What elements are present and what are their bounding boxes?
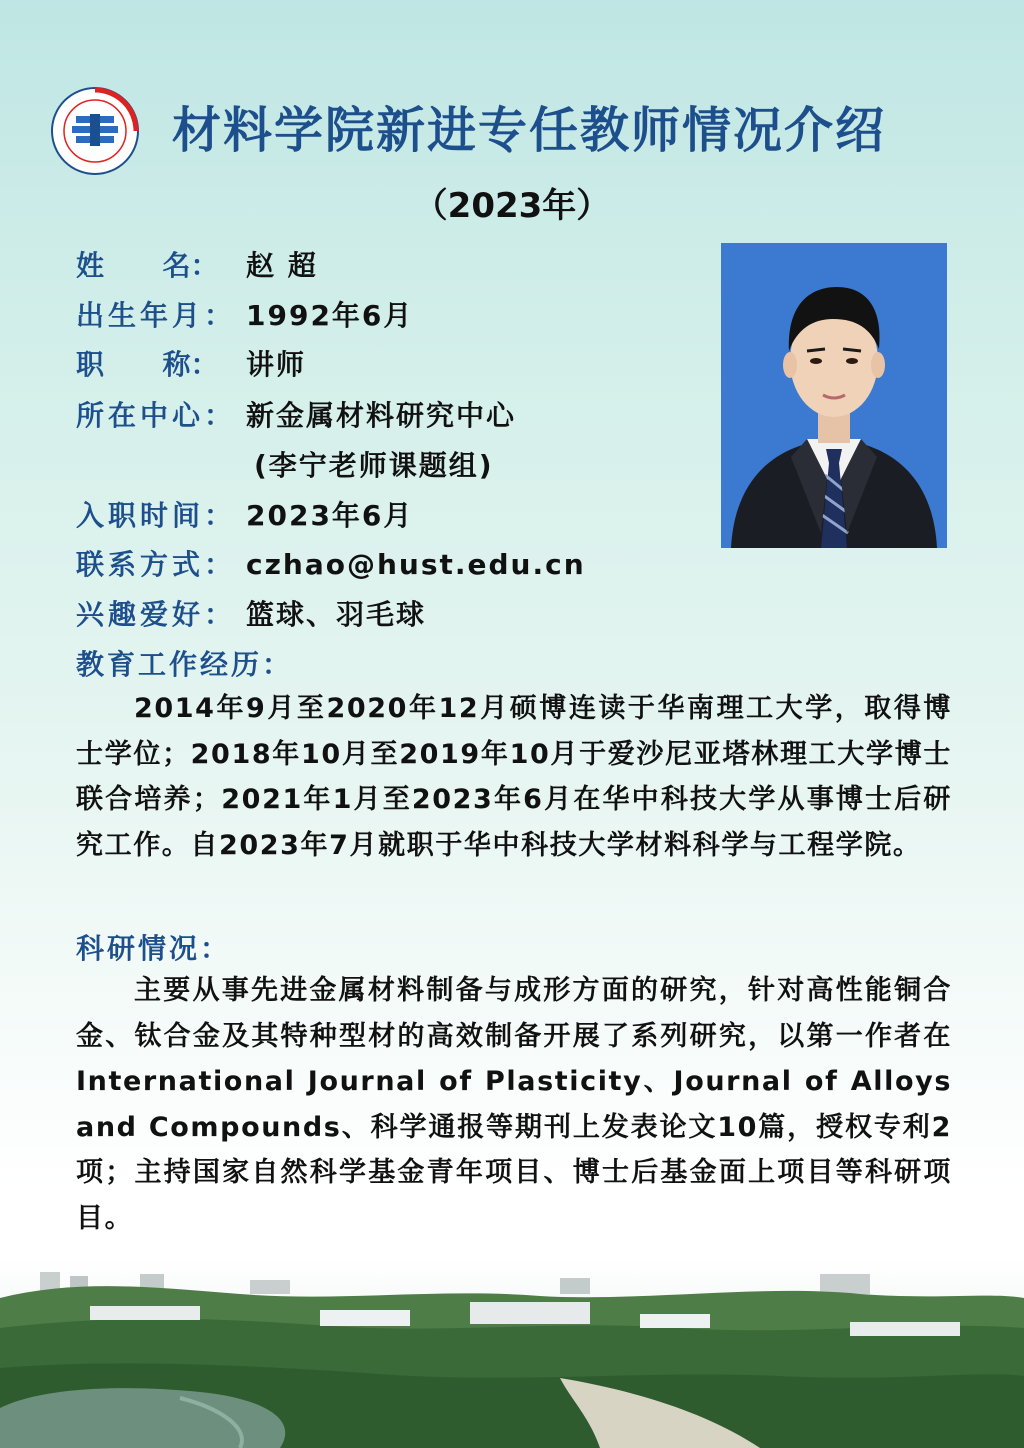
name-label: 姓 名：: [76, 249, 219, 282]
research-text: 主要从事先进金属材料制备与成形方面的研究，针对高性能铜合金、钛合金及其特种型材的高效制备开展了系列研究，以第一作者在International Journal of Plasticity、Journal of Alloys and Compounds、科学通报等期刊上发表论文10篇，授权专利2项；主持国家自然科学基金青年项目、博士后基金面上项目等科研项目。: [76, 975, 952, 1234]
hobby-value: 篮球、羽毛球: [246, 598, 427, 631]
contact-row: [76, 543, 586, 583]
research-heading: 科研情况：: [76, 932, 232, 965]
education-heading: 教育工作经历：: [76, 648, 294, 681]
name-value: 赵 超: [246, 249, 318, 282]
join-row: [76, 494, 413, 534]
birth-label: 出生年月：: [76, 299, 237, 332]
birth-value: 1992年6月: [246, 299, 414, 332]
hobby-label: 兴趣爱好：: [76, 598, 237, 631]
join-label: 入职时间：: [76, 499, 237, 532]
center-label: 所在中心：: [76, 399, 237, 432]
portrait-photo: [721, 243, 947, 548]
education-text: 2014年9月至2020年12月硕博连读于华南理工大学，取得博士学位；2018年10月至2019年10月于爱沙尼亚塔林理工大学博士联合培养；2021年1月至2023年6月在华中科技大学从事博士后研究工作。自2023年7月就职于华中科技大学材料科学与工程学院。: [76, 693, 952, 861]
portrait-illustration: [721, 243, 947, 548]
birth-row: [76, 294, 413, 334]
page-title: 材料学院新进专任教师情况介绍: [172, 102, 887, 159]
campus-panorama-image: [0, 1258, 1024, 1448]
center-row: [76, 394, 516, 434]
center-group-value: (李宁老师课题组): [254, 449, 494, 482]
join-value: 2023年6月: [246, 499, 414, 532]
name-row: [76, 244, 318, 284]
job-title-label: 职 称：: [76, 348, 219, 381]
job-title-value: 讲师: [246, 348, 307, 381]
contact-value[interactable]: czhao@hust.edu.cn: [246, 548, 586, 581]
school-logo: [50, 86, 140, 176]
center-value: 新金属材料研究中心: [246, 399, 517, 432]
title-row: [76, 343, 306, 383]
contact-label: 联系方式：: [76, 548, 237, 581]
year-subtitle: （2023年）: [413, 186, 611, 226]
hobby-row: [76, 593, 426, 633]
center-row-2: [254, 444, 494, 484]
